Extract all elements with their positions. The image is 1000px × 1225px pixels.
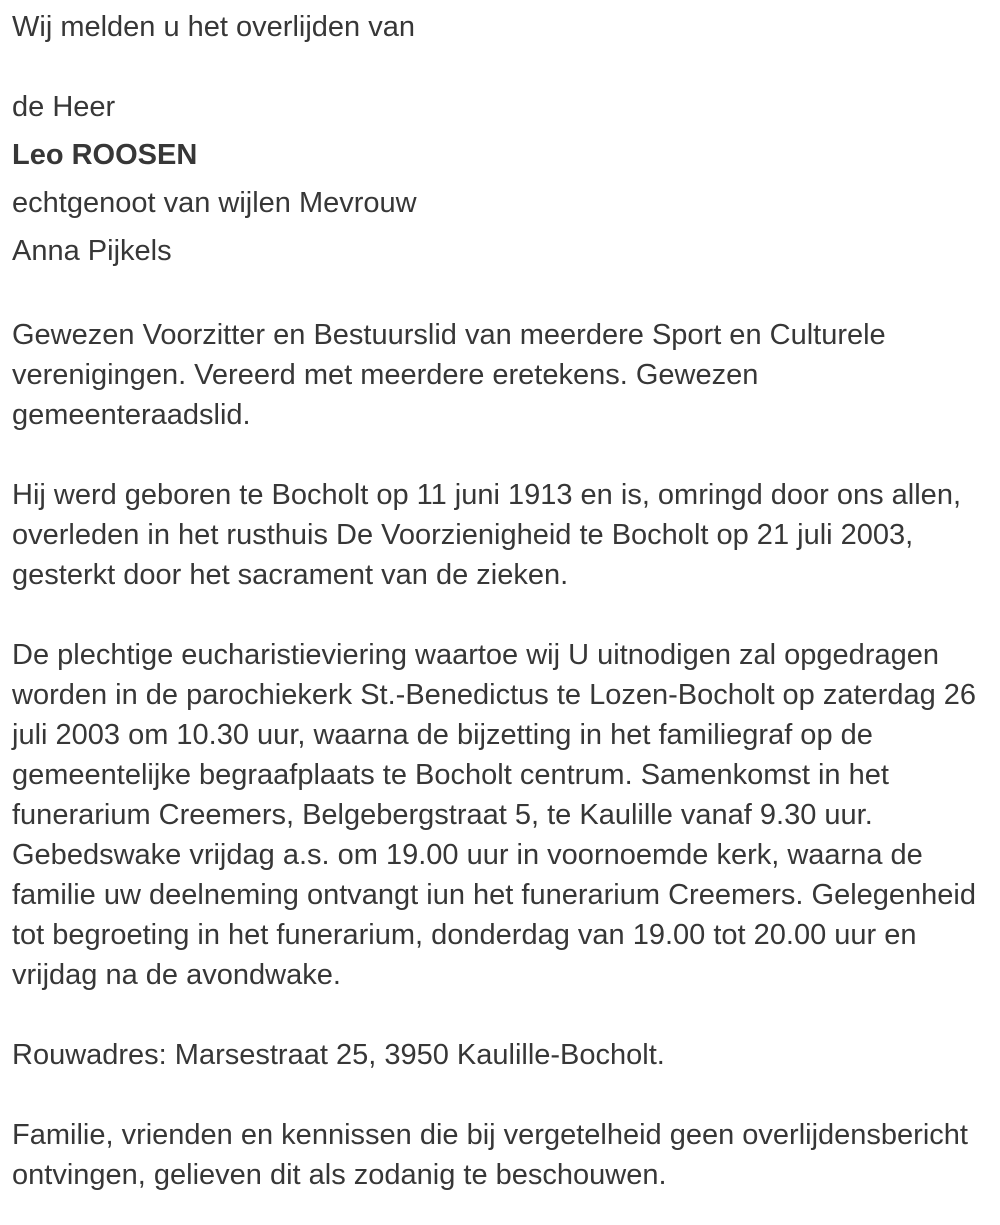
- body-paragraphs: [12, 315, 988, 1195]
- relation-line: echtgenoot van wijlen Mevrouw: [12, 187, 417, 219]
- paragraph: Gewezen Voorzitter en Bestuurslid van meerdere Sport en Culturele verenigingen. Vereerd met meerdere eretekens. Gewezen gemeenteraadslid.: [12, 319, 886, 431]
- spouse-name: Anna Pijkels: [12, 235, 172, 267]
- paragraph: De plechtige eucharistieviering waartoe wij U uitnodigen zal opgedragen worden in de parochiekerk St.-Benedictus te Lozen-Bocholt op zaterdag 26 juli 2003 om 10.30 uur, waarna de bijzetting in het familiegraf op de gemeentelijke begraafplaats te Bocholt centrum. Samenkomst in het funerarium Creemers, Belgebergstraat 5, te Kaulille vanaf 9.30 uur. Gebedswake vrijdag a.s. om 19.00 uur in voornoemde kerk, waarna de familie uw deelneming ontvangt iun het funerarium Creemers. Gelegenheid tot begroeting in het funerarium, donderdag van 19.00 tot 20.00 uur en vrijdag na de avondwake.: [12, 639, 977, 991]
- deceased-header: [12, 83, 988, 275]
- paragraph: Familie, vrienden en kennissen die bij vergetelheid geen overlijdensbericht ontvingen, gelieven dit als zodanig te beschouwen.: [12, 1119, 968, 1191]
- salutation-line: de Heer: [12, 91, 116, 123]
- paragraph: Rouwadres: Marsestraat 25, 3950 Kaulille-Bocholt.: [12, 1039, 665, 1071]
- intro-line: Wij melden u het overlijden van: [12, 11, 415, 43]
- paragraph: Hij werd geboren te Bocholt op 11 juni 1913 en is, omringd door ons allen, overleden in het rusthuis De Voorzienigheid te Bocholt op 21 juli 2003, gesterkt door het sacrament van de zieken.: [12, 479, 961, 591]
- deceased-name: Leo ROOSEN: [12, 139, 198, 171]
